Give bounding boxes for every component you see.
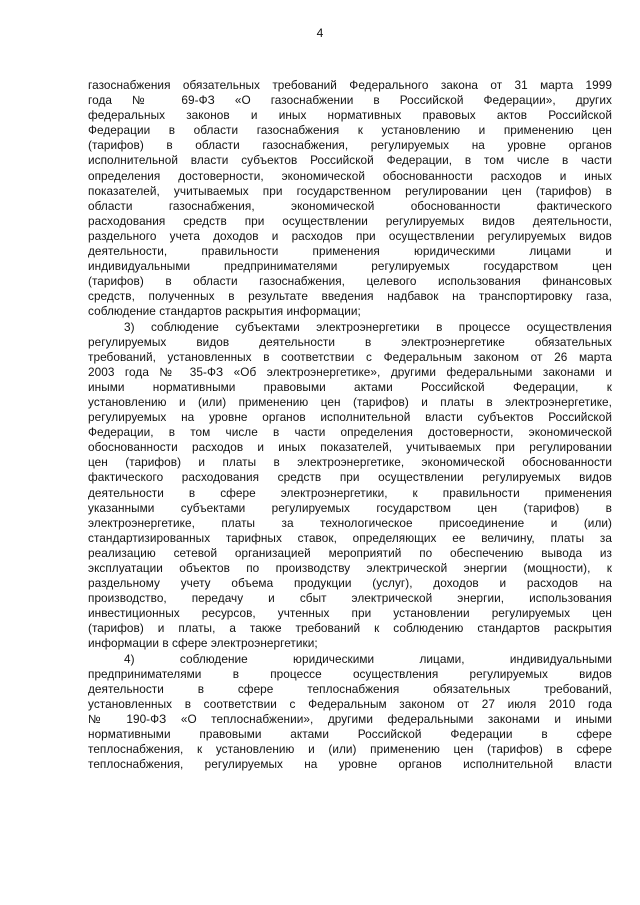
text-line: (тарифов) в области газоснабжения, регулируемых на уровне органов	[88, 138, 612, 153]
text-line: раздельному учету объема продукции (услуг), доходов и расходов на	[88, 576, 612, 591]
text-line: газоснабжения обязательных требований Федерального закона от 31 марта 1999	[88, 78, 612, 92]
text-line: регулируемых на уровне органов исполнительной власти субъектов Российской	[88, 410, 612, 425]
text-line: реализацию сетевой организацией мероприятий по обеспечению вывода из	[88, 545, 612, 560]
text-line: производство, передачу и сбыт электрической энергии, использования	[88, 591, 612, 606]
text-line: № 190-ФЗ «О теплоснабжении», другими федеральными законами и иными	[88, 711, 612, 726]
text-line: (тарифов) и платы, а также требований к соблюдению стандартов раскрытия	[88, 621, 612, 636]
text-line: обоснованности расходов и иных показателей, учитываемых при регулировании	[88, 440, 612, 455]
text-line: иными нормативными правовыми актами Российской Федерации, к	[88, 379, 612, 394]
text-line: информации в сфере электроэнергетики;	[88, 636, 318, 651]
paragraph-gas-supply-continued	[88, 78, 612, 320]
text-line: инвестиционных ресурсов, учтенных при установлении регулируемых цен	[88, 606, 612, 621]
text-line: 4) соблюдение юридическими лицами, индивидуальными	[124, 651, 612, 666]
text-line: показателей, учитываемых при государственном регулировании цен (тарифов) в	[88, 183, 612, 198]
text-line: деятельности в сфере теплоснабжения обязательных требований,	[88, 681, 612, 696]
text-line: определения достоверности, экономической обоснованности расходов и иных	[88, 168, 612, 183]
text-line: электроэнергетике, платы за технологическое присоединение и (или)	[88, 515, 612, 530]
paragraph-item-4-heat-supply	[88, 652, 612, 773]
text-line: эксплуатации объектов по производству электрической энергии (мощности), к	[88, 561, 612, 575]
text-line: указанными субъектами регулируемых государством цен (тарифов) в	[88, 500, 612, 515]
text-line: стандартизированных тарифных ставок, определяющих ее величину, платы за	[88, 530, 612, 545]
text-line: индивидуальными предпринимателями регулируемых государством цен	[88, 259, 612, 274]
text-line: средств, полученных в результате введения надбавок на транспортировку газа,	[88, 289, 612, 304]
paragraph-item-3-electric-power	[88, 320, 612, 652]
text-line: (тарифов) в области газоснабжения, целевого использования финансовых	[88, 274, 612, 289]
text-line: требований, установленных в соответствии с Федеральным законом от 26 марта	[88, 349, 612, 364]
text-line: нормативными правовыми актами Российской Федерации в сфере	[88, 727, 612, 742]
text-line: Федерации в области газоснабжения к установлению и применению цен	[88, 123, 612, 138]
text-line: теплоснабжения, регулируемых на уровне органов исполнительной власти	[88, 757, 612, 772]
document-body	[88, 78, 612, 772]
text-line: деятельности, правильности применения юридическими лицами и	[88, 244, 612, 259]
text-line: раздельного учета доходов и расходов при осуществлении регулируемых видов	[88, 228, 612, 243]
text-line: Федерации, в том числе в части определения достоверности, экономической	[88, 425, 612, 440]
text-line: деятельности в сфере электроэнергетики, к правильности применения	[88, 485, 612, 500]
text-line: предпринимателями в процессе осуществления регулируемых видов	[88, 666, 612, 681]
text-line: установлению и (или) применению цен (тарифов) и платы в электроэнергетике,	[88, 394, 612, 409]
text-line: цен (тарифов) и платы в электроэнергетике, экономической обоснованности	[88, 455, 612, 470]
text-line: установленных в соответствии с Федеральным законом от 27 июля 2010 года	[88, 696, 612, 711]
text-line: фактического расходования средств при осуществлении регулируемых видов	[88, 470, 612, 485]
text-line: регулируемых видов деятельности в электроэнергетике обязательных	[88, 334, 612, 349]
text-line: области газоснабжения, экономической обоснованности фактического	[88, 198, 612, 213]
text-line: 3) соблюдение субъектами электроэнергетики в процессе осуществления	[124, 319, 612, 334]
text-line: теплоснабжения, к установлению и (или) применению цен (тарифов) в сфере	[88, 742, 612, 757]
text-line: 2003 года № 35-ФЗ «Об электроэнергетике», другими федеральными законами и	[88, 364, 612, 379]
text-line: расходования средств при осуществлении регулируемых видов деятельности,	[88, 213, 612, 228]
text-line: соблюдение стандартов раскрытия информации;	[88, 304, 361, 319]
text-line: федеральных законов и иных нормативных правовых актов Российской	[88, 108, 612, 123]
page-number: 4	[316, 26, 324, 40]
text-line: исполнительной власти субъектов Российской Федерации, в том числе в части	[88, 153, 612, 168]
text-line: года № 69-ФЗ «О газоснабжении в Российской Федерации», других	[88, 93, 612, 108]
